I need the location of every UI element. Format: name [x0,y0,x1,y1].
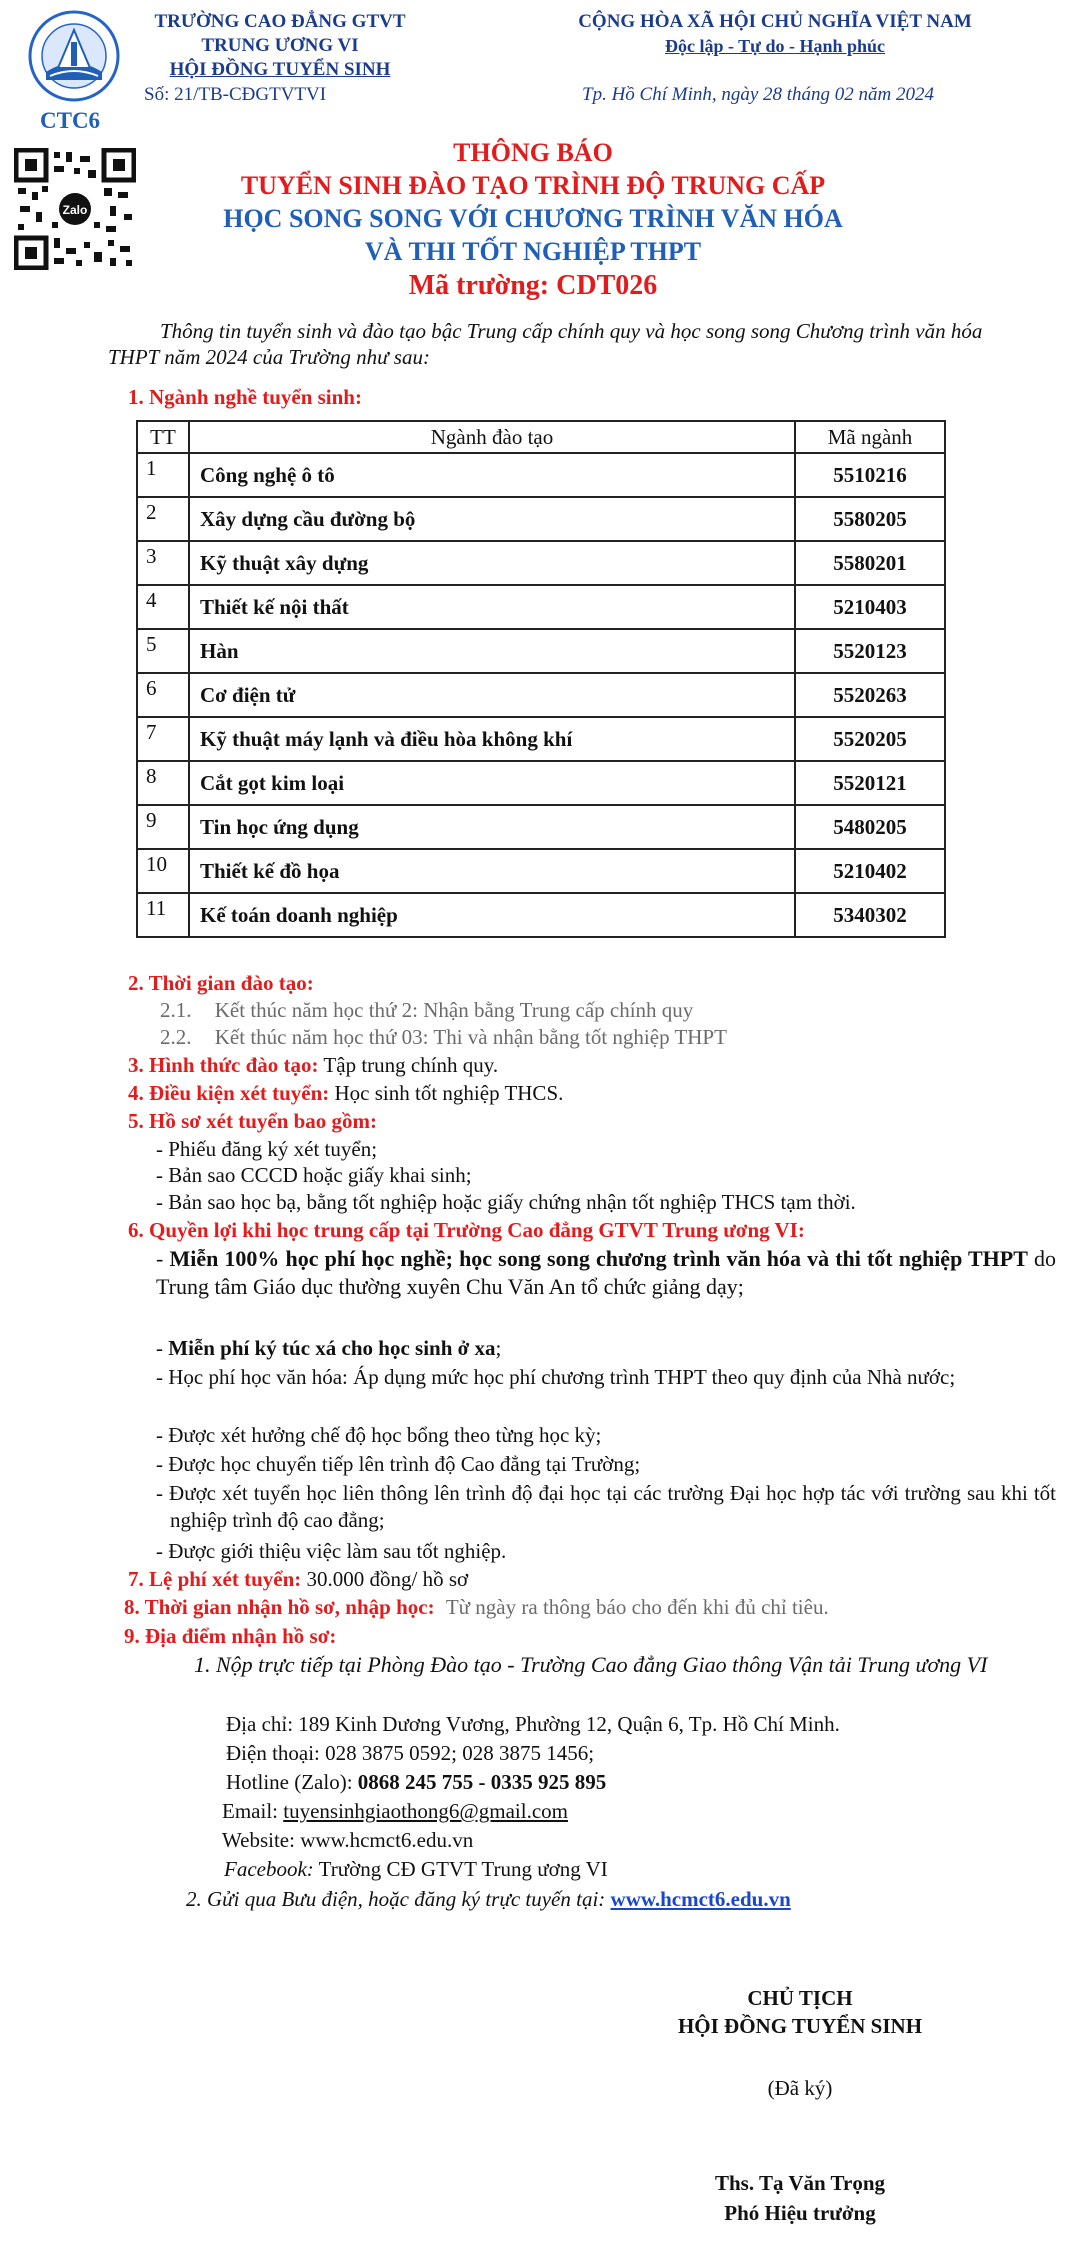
table-row [137,497,945,541]
section-6-benefit-6: - Được xét tuyển học liên thông lên trình độ đại học tại các trường Đại học hợp tác với trường sau khi tốt nghiệp trình độ cao đẳng; [156,1481,1057,1532]
table-row [137,849,945,893]
signature-title-1: CHỦ TỊCH [747,1986,853,2010]
row-tt: 1 [137,453,189,497]
row-code: 5510216 [795,453,945,497]
row-major: Kỹ thuật máy lạnh và điều hòa không khí [189,717,795,761]
table-row [137,717,945,761]
phone: Điện thoại: 028 3875 0592; 028 3875 1456; [226,1741,595,1765]
facebook-label: Facebook: [224,1857,314,1881]
section-9 [124,1623,336,1650]
row-major: Hàn [189,629,795,673]
benefit-1-bold-2: học song song chương trình văn hóa và thi tốt nghiệp THPT [459,1246,1028,1271]
row-tt: 3 [137,541,189,585]
section-1-heading [128,384,362,411]
item-text: Kết thúc năm học thứ 03: Thi và nhận bằng tốt nghiệp THPT [214,1025,727,1049]
section-6 [128,1217,805,1244]
row-major: Kế toán doanh nghiệp [189,893,795,937]
signed-note: (Đã ký) [767,2076,833,2100]
school-line-2: TRUNG ƯƠNG VI [201,35,359,56]
section-2-title: 2. Thời gian đào tạo: [128,971,314,995]
item-number: 2.1. [160,998,192,1022]
row-code: 5580201 [795,541,945,585]
benefit-2-rest: ; [495,1336,502,1360]
row-tt: 5 [137,629,189,673]
row-code: 5520263 [795,673,945,717]
section-4 [128,1080,563,1107]
section-7-title: 7. Lệ phí xét tuyển: [128,1567,302,1591]
section-9-title: 9. Địa điểm nhận hồ sơ: [124,1624,337,1648]
school-name [130,10,430,82]
row-tt: 8 [137,761,189,805]
row-tt: 4 [137,585,189,629]
section-5-item-2: - Bản sao CCCD hoặc giấy khai sinh; [156,1163,472,1187]
title-line-4: VÀ THI TỐT NGHIỆP THPT [364,237,702,266]
row-major: Cắt gọt kim loại [189,761,795,805]
facebook-name: Trường CĐ GTVT Trung ương VI [313,1857,608,1881]
benefit-7-text: Được giới thiệu việc làm sau tốt nghiệp. [168,1539,507,1563]
table-row [137,761,945,805]
motto: Độc lập - Tự do - Hạnh phúc [664,36,886,56]
table-row [137,893,945,937]
item-number: 2.2. [160,1025,192,1049]
table-row [137,585,945,629]
benefit-1-separator: ; [445,1246,460,1271]
section-6-benefit-5: - Được học chuyển tiếp lên trình độ Cao đẳng tại Trường; [156,1452,641,1476]
hotline-label: Hotline (Zalo): [226,1770,358,1794]
section-2-item-1 [160,997,693,1024]
facebook [224,1856,608,1883]
table-row [137,805,945,849]
address: Địa chỉ: 189 Kinh Dương Vương, Phường 12, Quận 6, Tp. Hồ Chí Minh. [226,1712,840,1736]
title-line-2: TUYỂN SINH ĐÀO TẠO TRÌNH ĐỘ TRUNG CẤP [240,171,826,200]
signer-name: Ths. Tạ Văn Trọng [714,2171,886,2195]
row-tt: 6 [137,673,189,717]
row-major: Kỹ thuật xây dựng [189,541,795,585]
section-6-title: 6. Quyền lợi khi học trung cấp tại Trường Cao đẳng GTVT Trung ương VI: [128,1218,805,1242]
section-8-title: 8. Thời gian nhận hồ sơ, nhập học: [124,1595,435,1619]
section-1-title: 1. Ngành nghề tuyển sinh: [128,385,362,409]
column-code: Mã ngành [795,421,945,453]
place-date: Tp. Hồ Chí Minh, ngày 28 tháng 02 năm 2024 [582,84,935,105]
section-3-title: 3. Hình thức đào tạo: [128,1053,319,1077]
row-major: Xây dựng cầu đường bộ [189,497,795,541]
section-5-title: 5. Hồ sơ xét tuyển bao gồm: [128,1109,378,1133]
section-9-item-1: 1. Nộp trực tiếp tại Phòng Đào tạo - Trường Cao đẳng Giao thông Vận tải Trung ương VI [194,1652,988,1677]
section-6-benefit-4: - Được xét hưởng chế độ học bổng theo từng học kỳ; [156,1423,602,1447]
section-6-benefit-3: - Học phí học văn hóa: Áp dụng mức học phí chương trình THPT theo quy định của Nhà nước; [156,1365,956,1389]
email [222,1798,568,1825]
benefit-5-text: Được học chuyển tiếp lên trình độ Cao đẳng tại Trường; [168,1452,641,1476]
qr-zalo-label: Zalo [62,203,88,217]
document-number: Số: 21/TB-CĐGTVTVI [144,84,327,105]
row-major: Tin học ứng dụng [189,805,795,849]
benefit-2-bold: Miễn phí ký túc xá cho học sinh ở xa [168,1336,496,1360]
section-8-text: Từ ngày ra thông báo cho đến khi đủ chỉ tiêu. [445,1595,829,1619]
table-row [137,541,945,585]
row-code: 5210402 [795,849,945,893]
email-label: Email: [222,1799,284,1823]
section-2-item-2 [160,1024,727,1051]
row-tt: 9 [137,805,189,849]
row-code: 5580205 [795,497,945,541]
school-seal-logo [28,10,120,102]
signature-title-2: HỘI ĐỒNG TUYỂN SINH [677,2014,923,2038]
school-code: Mã trường: CDT026 [408,270,658,301]
title-notice: THÔNG BÁO [453,138,613,167]
section-5-item-3: - Bản sao học bạ, bằng tốt nghiệp hoặc giấy chứng nhận tốt nghiệp THCS tạm thời. [156,1190,856,1214]
row-tt: 7 [137,717,189,761]
row-code: 5210403 [795,585,945,629]
item-text: Kết thúc năm học thứ 2: Nhận bằng Trung cấp chính quy [214,998,694,1022]
section-6-benefit-7: - Được giới thiệu việc làm sau tốt nghiệp. [156,1539,507,1563]
email-link[interactable]: tuyensinhgiaothong6@gmail.com [283,1799,568,1823]
hotline-numbers: 0868 245 755 - 0335 925 895 [357,1770,607,1794]
section-8 [124,1594,829,1621]
hotline [226,1769,606,1796]
table-row [137,629,945,673]
majors-table [136,420,946,938]
benefit-1-rest: do Trung tâm Giáo dục thường xuyên Chu Văn An tổ chức giảng dạy; [156,1246,1057,1299]
signer-position: Phó Hiệu trưởng [724,2201,876,2225]
section-3-text: Tập trung chính quy. [318,1053,499,1077]
row-tt: 10 [137,849,189,893]
column-tt: TT [137,421,189,453]
row-code: 5520123 [795,629,945,673]
logo-caption: CTC6 [40,108,101,133]
section-6-benefit-1: - Miễn 100% học phí học nghề; học song song chương trình văn hóa và thi tốt nghiệp THPT do Trung tâm Giáo dục thường xuyên Chu Văn An tổ chức giảng dạy; [156,1246,1057,1299]
section-5 [128,1108,377,1135]
table-header-row [137,421,945,453]
section-6-benefit-2: - Miễn phí ký túc xá cho học sinh ở xa; [156,1336,502,1360]
section-2 [128,970,314,997]
intro-paragraph: Thông tin tuyển sinh và đào tạo bậc Trung cấp chính quy và học song song Chương trình văn hóa THPT năm 2024 của Trường như sau: [108,319,983,369]
row-tt: 11 [137,893,189,937]
school-line-3: HỘI ĐỒNG TUYỂN SINH [169,59,391,80]
row-tt: 2 [137,497,189,541]
row-major: Thiết kế nội thất [189,585,795,629]
section-3 [128,1052,498,1079]
row-code: 5480205 [795,805,945,849]
benefit-6-text: Được xét tuyển học liên thông lên trình độ đại học tại các trường Đại học hợp tác với trường sau khi tốt nghiệp trình độ cao đẳng; [169,1481,1057,1532]
benefit-3-text: Học phí học văn hóa: Áp dụng mức học phí chương trình THPT theo quy định của Nhà nước; [168,1365,956,1389]
title-line-3: HỌC SONG SONG VỚI CHƯƠNG TRÌNH VĂN HÓA [223,204,843,233]
national-heading [530,10,1020,58]
website-link[interactable]: www.hcmct6.edu.vn [610,1887,791,1911]
website: Website: www.hcmct6.edu.vn [222,1828,474,1852]
section-4-title: 4. Điều kiện xét tuyển: [128,1081,330,1105]
section-4-text: Học sinh tốt nghiệp THCS. [329,1081,564,1105]
section-7-text: 30.000 đồng/ hồ sơ [301,1567,469,1591]
column-major: Ngành đào tạo [189,421,795,453]
benefit-4-text: Được xét hưởng chế độ học bổng theo từng học kỳ; [168,1423,602,1447]
item-2-text: 2. Gửi qua Bưu điện, hoặc đăng ký trực tuyến tại: [186,1887,611,1911]
section-7 [128,1566,468,1593]
row-code: 5520205 [795,717,945,761]
school-line-1: TRƯỜNG CAO ĐẲNG GTVT [154,11,406,32]
table-row [137,673,945,717]
row-code: 5520121 [795,761,945,805]
row-major: Công nghệ ô tô [189,453,795,497]
row-major: Cơ điện tử [189,673,795,717]
benefit-1-bold: Miễn 100% học phí học nghề [169,1246,446,1271]
section-5-item-1: - Phiếu đăng ký xét tuyển; [156,1137,378,1161]
country-line: CỘNG HÒA XÃ HỘI CHỦ NGHĨA VIỆT NAM [578,11,972,32]
section-9-item-2 [186,1886,791,1913]
table-row [137,453,945,497]
row-code: 5340302 [795,893,945,937]
row-major: Thiết kế đồ họa [189,849,795,893]
